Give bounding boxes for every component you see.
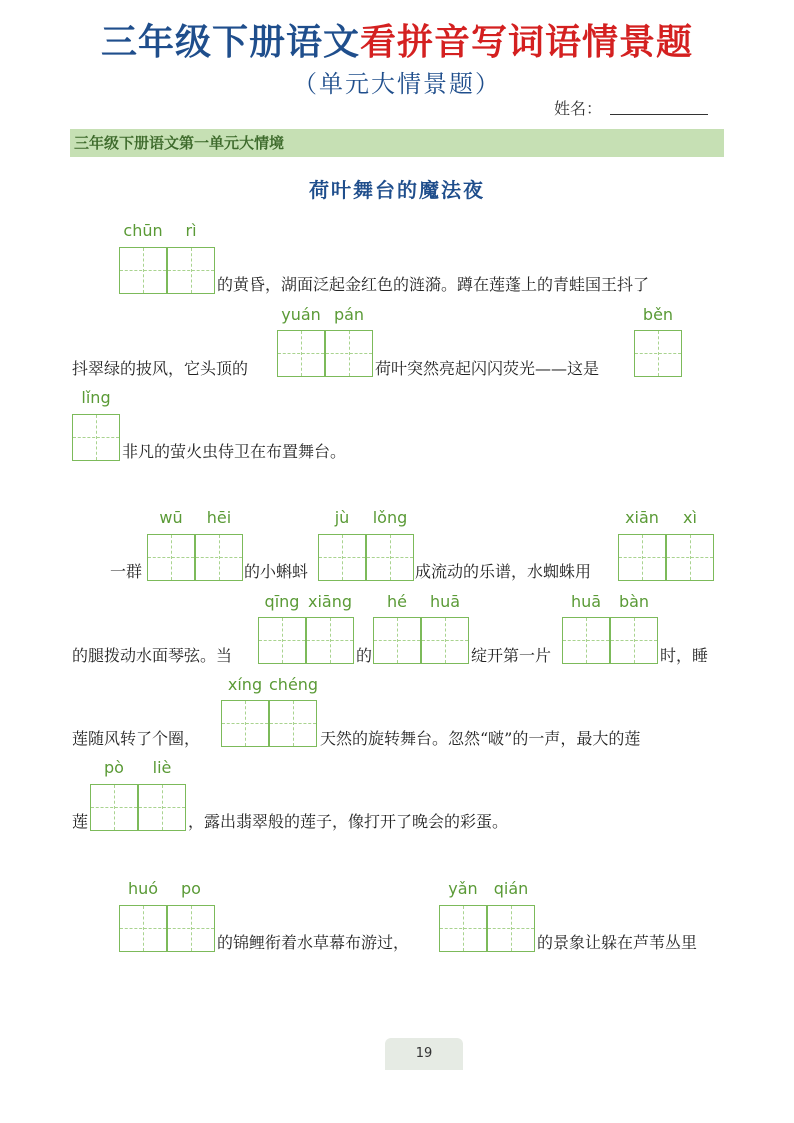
pinyin-label: hé <box>387 592 407 611</box>
pinyin-label: xiān <box>625 508 659 527</box>
pinyin-label: po <box>181 879 201 898</box>
writing-box[interactable] <box>306 617 354 664</box>
pinyin-label: pán <box>333 305 365 324</box>
story-text: 一群 <box>110 562 143 581</box>
pinyin-label: lǒng <box>372 508 408 527</box>
story-text: 莲 <box>72 812 89 831</box>
page-subtitle: （单元大情景题） <box>293 70 501 98</box>
story-text: 非凡的萤火虫侍卫在布置舞台。 <box>122 442 347 461</box>
pinyin-label: wū <box>159 508 183 527</box>
writing-box[interactable] <box>167 905 215 952</box>
writing-box[interactable] <box>90 784 138 831</box>
pinyin-label: bàn <box>618 592 650 611</box>
title-part-topic: 看拼音写词语情景题 <box>360 22 694 63</box>
pinyin-label: xì <box>683 508 697 527</box>
pinyin-label: huó <box>127 879 159 898</box>
writing-box[interactable] <box>366 534 414 581</box>
writing-box[interactable] <box>119 247 167 294</box>
pinyin-label: lǐng <box>81 388 111 407</box>
name-label: 姓名： <box>554 99 603 118</box>
pinyin-label: xíng <box>227 675 263 694</box>
pinyin-label: chūn <box>123 221 163 240</box>
page-title <box>0 14 794 65</box>
pinyin-label: yǎn <box>448 879 478 898</box>
pinyin-label: chéng <box>269 675 319 694</box>
pinyin-label: rì <box>185 221 197 240</box>
story-text: 的锦鲤衔着水草幕布游过， <box>217 933 410 952</box>
writing-box[interactable] <box>666 534 714 581</box>
page-number: 19 <box>385 1038 463 1070</box>
story-text: 天然的旋转舞台。忽然“啵”的一声，最大的莲 <box>320 729 641 748</box>
story-text: 的腿拨动水面琴弦。当 <box>72 646 233 665</box>
pinyin-label: běn <box>642 305 674 324</box>
writing-box[interactable] <box>269 700 317 747</box>
pinyin-label: liè <box>152 758 172 777</box>
story-text: 荷叶突然亮起闪闪荧光——这是 <box>375 359 600 378</box>
story-text: ，露出翡翠般的莲子，像打开了晚会的彩蛋。 <box>188 812 509 831</box>
story-text: 的景象让躲在芦苇丛里 <box>537 933 698 952</box>
story-text: 莲随风转了个圈， <box>72 729 201 748</box>
story-text: 抖翠绿的披风，它头顶的 <box>72 359 249 378</box>
writing-box[interactable] <box>634 330 682 377</box>
writing-box[interactable] <box>610 617 658 664</box>
writing-box[interactable] <box>421 617 469 664</box>
story-text: 的小蝌蚪 <box>244 562 309 581</box>
story-text: 的 <box>356 646 373 665</box>
writing-box[interactable] <box>221 700 269 747</box>
pinyin-label: xiāng <box>307 592 352 611</box>
pinyin-label: qián <box>493 879 529 898</box>
writing-box[interactable] <box>618 534 666 581</box>
writing-box[interactable] <box>147 534 195 581</box>
name-blank-line[interactable] <box>610 114 708 115</box>
story-text: 时，睡 <box>660 646 709 665</box>
pinyin-label: huā <box>429 592 461 611</box>
writing-box[interactable] <box>138 784 186 831</box>
story-title: 荷叶舞台的魔法夜 <box>309 178 485 202</box>
story-text: 成流动的乐谱，水蜘蛛用 <box>415 562 592 581</box>
writing-box[interactable] <box>487 905 535 952</box>
pinyin-label: jù <box>334 508 350 527</box>
writing-box[interactable] <box>258 617 306 664</box>
writing-box[interactable] <box>167 247 215 294</box>
writing-box[interactable] <box>373 617 421 664</box>
writing-box[interactable] <box>277 330 325 377</box>
pinyin-label: pò <box>104 758 124 777</box>
writing-box[interactable] <box>325 330 373 377</box>
writing-box[interactable] <box>72 414 120 461</box>
pinyin-label: yuán <box>281 305 321 324</box>
writing-box[interactable] <box>318 534 366 581</box>
pinyin-label: qīng <box>264 592 300 611</box>
pinyin-label: hēi <box>206 508 232 527</box>
story-text: 的黄昏，湖面泛起金红色的涟漪。蹲在莲蓬上的青蛙国王抖了 <box>217 275 650 294</box>
title-part-grade: 三年级下册语文 <box>100 22 360 63</box>
story-text: 绽开第一片 <box>471 646 552 665</box>
writing-box[interactable] <box>439 905 487 952</box>
pinyin-label: huā <box>570 592 602 611</box>
section-heading: 三年级下册语文第一单元大情境 <box>70 129 724 157</box>
writing-box[interactable] <box>119 905 167 952</box>
writing-box[interactable] <box>562 617 610 664</box>
writing-box[interactable] <box>195 534 243 581</box>
